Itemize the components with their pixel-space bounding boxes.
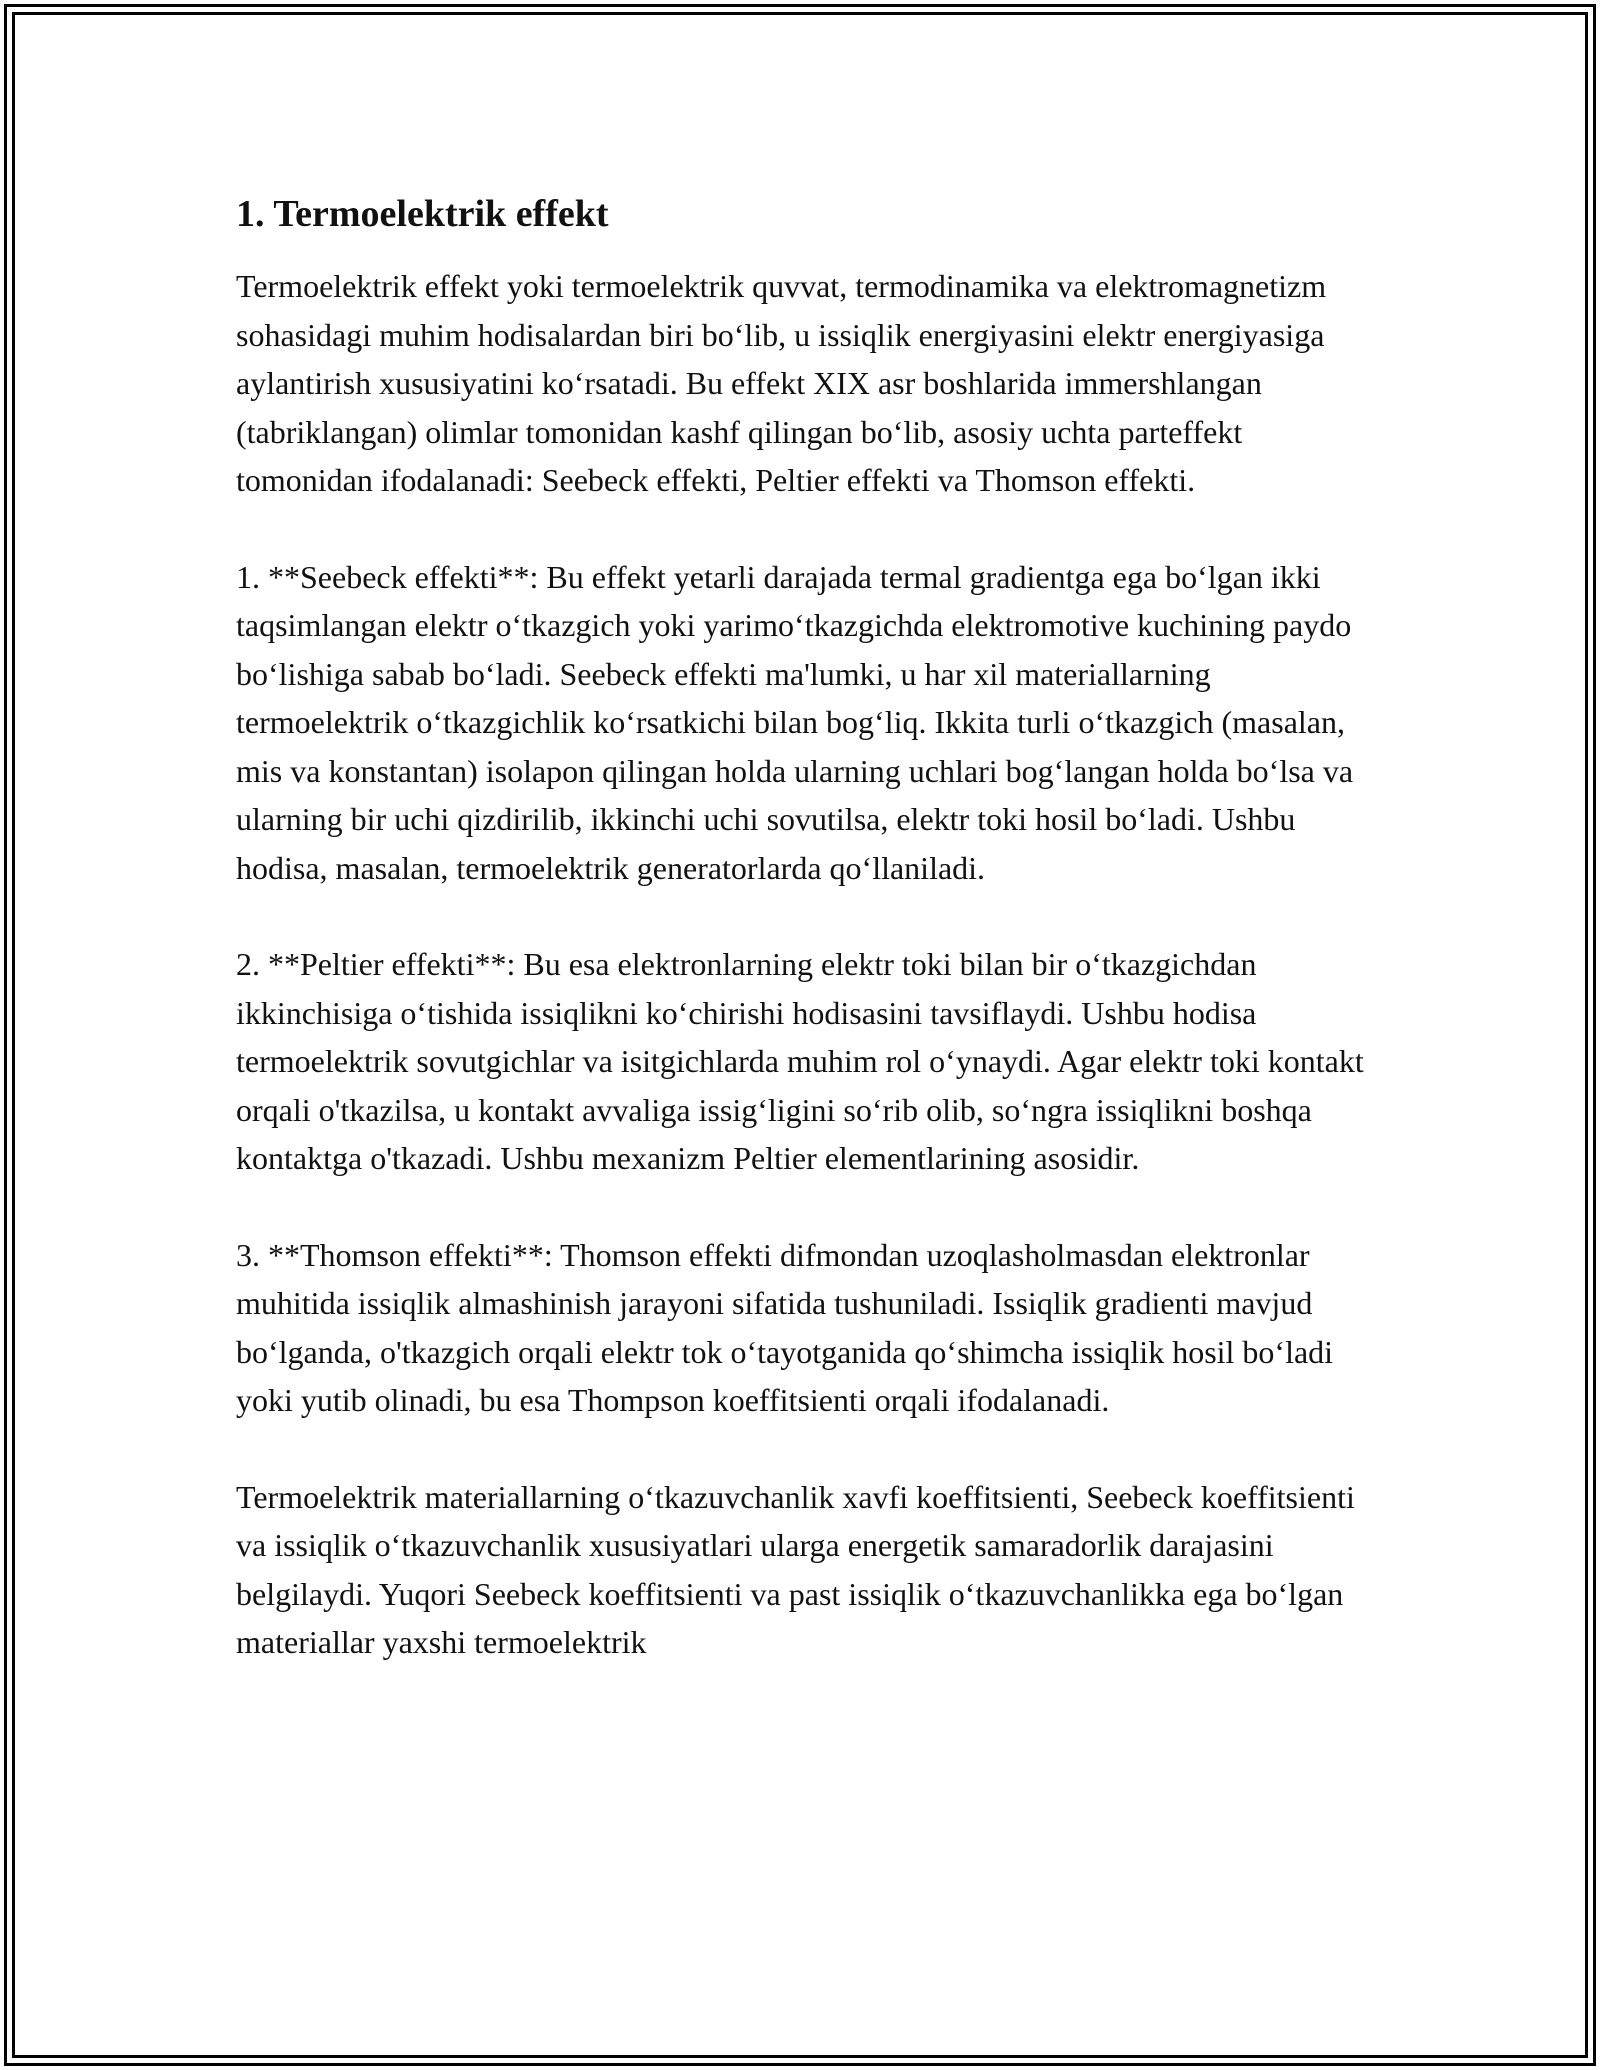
paragraph-thomson: 3. **Thomson effekti**: Thomson effekti difmondan uzoqlasholmasdan elektronlar muhitida issiqlik almashinish jarayoni sifatida tushuniladi. Issiqlik gradienti mavjud bo‘lganda, o'tkazgich orqali elektr tok o‘tayotganida qo‘shimcha issiqlik hosil bo‘ladi yoki yutib olinadi, bu esa Thompson koeffitsienti orqali ifodalanadi. <box>236 1236 1334 1418</box>
paragraph-peltier: 2. **Peltier effekti**: Bu esa elektronlarning elektr toki bilan bir o‘tkazgichdan ikkinchisiga o‘tishida issiqlikni ko‘chirishi hodisasini tavsiflaydi. Ushbu hodisa termoelektrik sovutgichlar va isitgichlarda muhim rol o‘ynaydi. Agar elektr toki kontakt orqali o'tkazilsa, u kontakt avvaliga issig‘ligini so‘rib olib, so‘ngra issiqlikni boshqa kontaktga o'tkazadi. Ushbu mexanizm Peltier elementlarining asosidir. <box>236 946 1364 1176</box>
section-heading: 1. Termoelektrik effekt <box>236 193 609 235</box>
paragraph-seebeck: 1. **Seebeck effekti**: Bu effekt yetarli darajada termal gradientga ega bo‘lgan ikki taqsimlangan elektr o‘tkazgich yoki yarimo‘tkazgichda elektromotive kuchining paydo bo‘lishiga sabab bo‘ladi. Seebeck effekti ma'lumki, u har xil materiallarning termoelektrik o‘tkazgichlik ko‘rsatkichi bilan bog‘liq. Ikkita turli o‘tkazgich (masalan, mis va konstantan) isolapon qilingan holda ularning uchlari bog‘langan holda bo‘lsa va ularning bir uchi qizdirilib, ikkinchi uchi sovutilsa, elektr toki hosil bo‘ladi. Ushbu hodisa, masalan, termoelektrik generatorlarda qo‘llaniladi. <box>236 558 1354 886</box>
document-body <box>236 186 1366 1715</box>
paragraph-materials: Termoelektrik materiallarning o‘tkazuvchanlik xavfi koeffitsienti, Seebeck koeffitsienti va issiqlik o‘tkazuvchanlik xususiyatlari ularga energetik samaradorlik darajasini belgilaydi. Yuqori Seebeck koeffitsienti va past issiqlik o‘tkazuvchanlikka ega bo‘lgan materiallar yaxshi termoelektrik <box>236 1478 1355 1660</box>
paragraph-intro: Termoelektrik effekt yoki termoelektrik quvvat, termodinamika va elektromagnetizm sohasidagi muhim hodisalardan biri bo‘lib, u issiqlik energiyasini elektr energiyasiga aylantirish xususiyatini ko‘rsatadi. Bu effekt XIX asr boshlarida immershlangan (tabriklangan) olimlar tomonidan kashf qilingan bo‘lib, asosiy uchta parteffekt tomonidan ifodalanadi: Seebeck effekti, Peltier effekti va Thomson effekti. <box>236 268 1327 498</box>
